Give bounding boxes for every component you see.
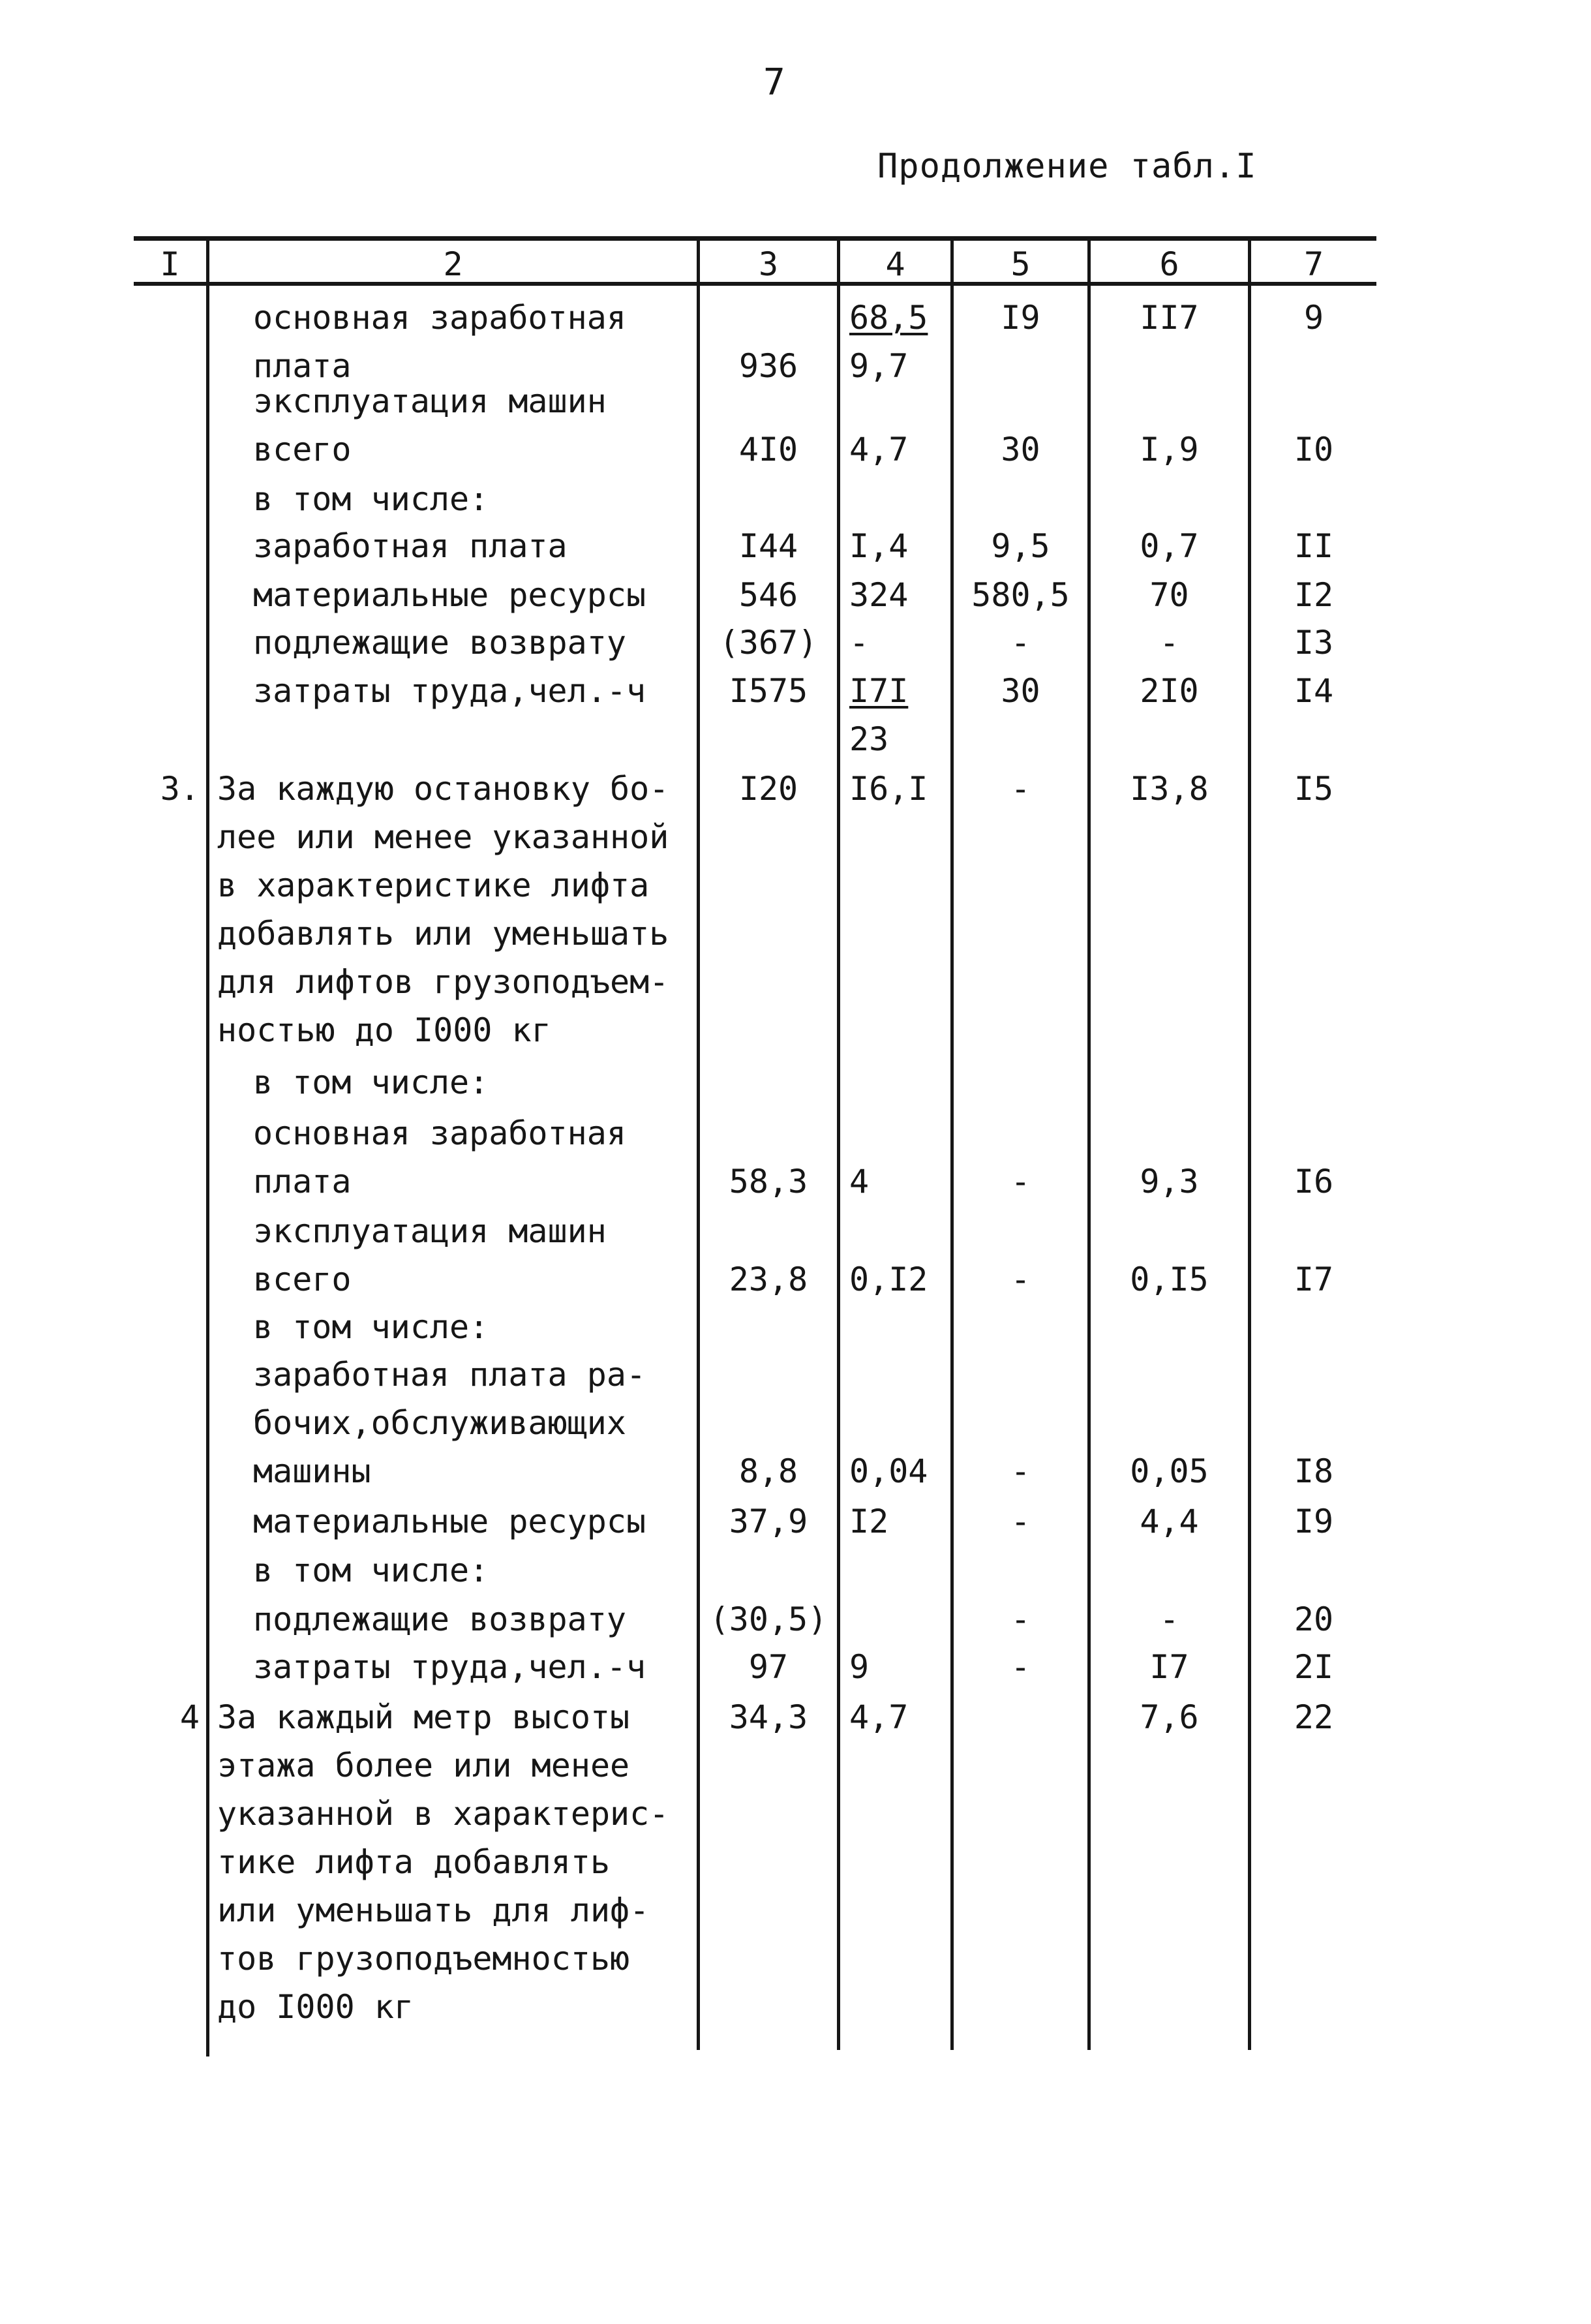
row-description-line: эксплуатация машин — [253, 382, 607, 420]
row-description-line: подлежащие возврату — [253, 624, 626, 662]
cell-col4: - — [849, 624, 870, 662]
row-description-line: этажа более или менее — [217, 1747, 630, 1784]
cell-col3: I575 — [729, 672, 808, 710]
cell-col4: 0,I2 — [849, 1261, 928, 1298]
cell-col3: I44 — [738, 527, 798, 565]
row-description-line: или уменьшать для лиф- — [217, 1891, 650, 1929]
cell-col3: 8,8 — [738, 1452, 798, 1490]
cell-col7: I7 — [1294, 1261, 1334, 1298]
cell-col3: 546 — [738, 576, 798, 614]
cell-col6: 0,I5 — [1130, 1261, 1209, 1298]
row-description-line: заработная плата — [253, 527, 568, 565]
item-number: 4 — [179, 1698, 200, 1736]
column-divider — [206, 236, 209, 2056]
row-description-line: заработная плата ра- — [253, 1356, 646, 1394]
cell-col5: 9,5 — [991, 527, 1050, 565]
cell-col4: 4,7 — [849, 431, 909, 468]
cell-col7: I9 — [1294, 1503, 1334, 1540]
row-description-line: затраты труда,чел.-ч — [253, 672, 646, 710]
column-header: I — [160, 245, 180, 283]
cell-col4: 4,7 — [849, 1698, 909, 1736]
table-caption: Продолжение табл.I — [877, 147, 1257, 186]
cell-col5: - — [1010, 770, 1031, 808]
row-description-line: За каждый метр высоты — [217, 1698, 630, 1736]
cell-col7: 2I — [1294, 1648, 1334, 1686]
cell-col7: 20 — [1294, 1600, 1334, 1638]
cell-col7: I6 — [1294, 1163, 1334, 1200]
column-divider — [950, 236, 954, 2050]
cell-col6: - — [1159, 624, 1179, 662]
cell-col3: 34,3 — [729, 1698, 808, 1736]
row-description-line: тике лифта добавлять — [217, 1843, 611, 1881]
cell-col6: I7 — [1149, 1648, 1189, 1686]
row-description-line: бочих,обслуживающих — [253, 1404, 626, 1442]
cell-col6: II7 — [1140, 299, 1199, 337]
column-divider — [697, 236, 700, 2050]
cell-col4-sub: 9,7 — [849, 347, 909, 385]
cell-col7: 9 — [1303, 299, 1324, 337]
column-header: 5 — [1010, 245, 1031, 283]
cell-col6: 70 — [1149, 576, 1189, 614]
cell-col4: I,4 — [849, 527, 909, 565]
cell-col5: 30 — [1001, 672, 1040, 710]
item-number: 3. — [160, 770, 200, 808]
column-divider — [1087, 236, 1091, 2050]
cell-col7: I8 — [1294, 1452, 1334, 1490]
row-description-line: в характеристике лифта — [217, 866, 650, 904]
cell-col7: 22 — [1294, 1698, 1334, 1736]
row-description-line: материальные ресурсы — [253, 1503, 646, 1540]
row-description-line: плата — [253, 347, 352, 385]
row-description-line: подлежащие возврату — [253, 1600, 626, 1638]
row-description-line: лее или менее указанной — [217, 818, 669, 856]
cell-col5: - — [1010, 1261, 1031, 1298]
row-description-line: добавлять или уменьшать — [217, 915, 669, 953]
column-header: 6 — [1159, 245, 1179, 283]
cell-col3: 58,3 — [729, 1163, 808, 1200]
cell-col3: 97 — [748, 1648, 789, 1686]
row-description-line: в том числе: — [253, 480, 489, 518]
cell-col7: I4 — [1294, 672, 1334, 710]
cell-col4-sub: 23 — [849, 720, 889, 758]
cell-col6: 4,4 — [1140, 1503, 1199, 1540]
column-header: 3 — [758, 245, 779, 283]
cell-col3: 37,9 — [729, 1503, 808, 1540]
cell-col6: 7,6 — [1140, 1698, 1199, 1736]
row-description-line: затраты труда,чел.-ч — [253, 1648, 646, 1686]
cell-col6: 2I0 — [1140, 672, 1199, 710]
column-header: 2 — [443, 245, 463, 283]
cell-col4: I2 — [849, 1503, 889, 1540]
cell-col6: I3,8 — [1130, 770, 1209, 808]
cell-col4: 4 — [849, 1163, 870, 1200]
row-description-line: в том числе: — [253, 1552, 489, 1589]
cell-col5: - — [1010, 1503, 1031, 1540]
row-description-line: до I000 кг — [217, 1988, 414, 2026]
row-description-line: материальные ресурсы — [253, 576, 646, 614]
row-description-line: в том числе: — [253, 1063, 489, 1101]
cell-col6: I,9 — [1140, 431, 1199, 468]
row-description-line: указанной в характерис- — [217, 1795, 669, 1833]
cell-col4: I6,I — [849, 770, 928, 808]
cell-col4: 324 — [849, 576, 909, 614]
cell-col5: 580,5 — [971, 576, 1070, 614]
row-description-line: тов грузоподъемностью — [217, 1940, 630, 1978]
row-description-line: в том числе: — [253, 1308, 489, 1346]
cell-col7: I5 — [1294, 770, 1334, 808]
cell-col4: I7I — [849, 672, 909, 710]
cell-col3: (367) — [719, 624, 818, 662]
row-description-line: основная заработная — [253, 299, 626, 337]
cell-col3: 4I0 — [738, 431, 798, 468]
column-header: 4 — [885, 245, 905, 283]
cell-col5: - — [1010, 624, 1031, 662]
row-description-line: для лифтов грузоподъем- — [217, 963, 669, 1001]
cell-col4: 9 — [849, 1648, 870, 1686]
cell-col6: 0,05 — [1130, 1452, 1209, 1490]
cell-col3: 23,8 — [729, 1261, 808, 1298]
cell-col4: 68,5 — [849, 299, 928, 337]
page-number: 7 — [763, 61, 785, 104]
column-divider — [837, 236, 840, 2050]
column-header: 7 — [1303, 245, 1324, 283]
row-description-line: ностью до I000 кг — [217, 1011, 551, 1049]
cell-col5: - — [1010, 1648, 1031, 1686]
cell-col5: - — [1010, 1163, 1031, 1200]
row-description-line: плата — [253, 1163, 352, 1200]
cell-col5: - — [1010, 1452, 1031, 1490]
cell-col3: 936 — [738, 347, 798, 385]
cell-col4: 0,04 — [849, 1452, 928, 1490]
cell-col6: 9,3 — [1140, 1163, 1199, 1200]
cell-col7: I2 — [1294, 576, 1334, 614]
cell-col3: (30,5) — [709, 1600, 828, 1638]
row-description-line: эксплуатация машин — [253, 1212, 607, 1250]
cell-col5: 30 — [1001, 431, 1040, 468]
cell-col7: I0 — [1294, 431, 1334, 468]
cell-col7: II — [1294, 527, 1334, 565]
row-description-line: основная заработная — [253, 1114, 626, 1152]
column-divider — [1248, 236, 1251, 2050]
cell-col6: 0,7 — [1140, 527, 1199, 565]
cell-col7: I3 — [1294, 624, 1334, 662]
cell-col5: - — [1010, 1600, 1031, 1638]
row-description-line: машины — [253, 1452, 371, 1490]
row-description-line: всего — [253, 431, 352, 468]
cell-col5: I9 — [1001, 299, 1040, 337]
cell-col6: - — [1159, 1600, 1179, 1638]
row-description-line: всего — [253, 1261, 352, 1298]
row-description-line: За каждую остановку бо- — [217, 770, 669, 808]
cell-col3: I20 — [738, 770, 798, 808]
